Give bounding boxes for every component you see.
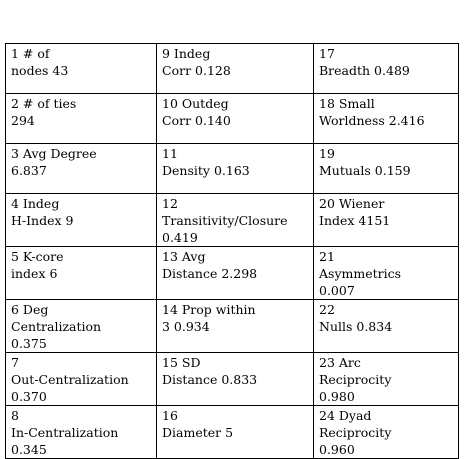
metric-cell-nulls	[314, 300, 459, 353]
table-row	[6, 353, 459, 406]
metric-text: 3 Avg Degree 6.837	[11, 146, 97, 178]
table-row	[6, 44, 459, 94]
metric-text: 2 # of ties 294	[11, 96, 77, 128]
metric-cell-transitivity	[157, 194, 314, 247]
metric-cell-mutuals	[314, 144, 459, 194]
table-row	[6, 300, 459, 353]
metric-cell-avg-distance	[157, 247, 314, 300]
metric-cell-arc-reciprocity	[314, 353, 459, 406]
metric-cell-indeg-h-index	[6, 194, 157, 247]
table-row	[6, 194, 459, 247]
metric-text: 4 Indeg H-Index 9	[11, 196, 74, 228]
metric-cell-breadth	[314, 44, 459, 94]
table-row	[6, 144, 459, 194]
metric-cell-wiener-index	[314, 194, 459, 247]
metric-cell-nodes	[6, 44, 157, 94]
metric-text: 15 SD Distance 0.833	[162, 355, 258, 387]
metric-cell-diameter	[157, 406, 314, 459]
metric-cell-dyad-reciprocity	[314, 406, 459, 459]
metric-cell-k-core	[6, 247, 157, 300]
metric-text: 24 Dyad Reciprocity 0.960	[319, 408, 392, 457]
metric-cell-avg-degree	[6, 144, 157, 194]
metric-text: 20 Wiener Index 4151	[319, 196, 391, 228]
metric-text: 11 Density 0.163	[162, 146, 250, 178]
metric-text: 12 Transitivity/Closure 0.419	[162, 196, 288, 245]
metric-cell-outdeg-corr	[157, 94, 314, 144]
table-row	[6, 94, 459, 144]
metric-text: 6 Deg Centralization 0.375	[11, 302, 102, 351]
metric-text: 18 Small Worldness 2.416	[319, 96, 425, 128]
metric-cell-ties	[6, 94, 157, 144]
metric-text: 22 Nulls 0.834	[319, 302, 393, 334]
metric-cell-deg-centralization	[6, 300, 157, 353]
metric-text: 17 Breadth 0.489	[319, 46, 410, 78]
metric-text: 1 # of nodes 43	[11, 46, 69, 78]
metric-text: 13 Avg Distance 2.298	[162, 249, 258, 281]
metric-cell-in-centralization	[6, 406, 157, 459]
metric-text: 7 Out-Centralization 0.370	[11, 355, 129, 404]
metric-text: 9 Indeg Corr 0.128	[162, 46, 231, 78]
metric-cell-indeg-corr	[157, 44, 314, 94]
metric-cell-small-worldness	[314, 94, 459, 144]
table-row	[6, 247, 459, 300]
metric-cell-out-centralization	[6, 353, 157, 406]
metric-cell-prop-within-3	[157, 300, 314, 353]
metric-text: 8 In-Centralization 0.345	[11, 408, 119, 457]
metric-cell-sd-distance	[157, 353, 314, 406]
metric-text: 16 Diameter 5	[162, 408, 234, 440]
metric-text: 19 Mutuals 0.159	[319, 146, 411, 178]
metric-text: 21 Asymmetrics 0.007	[319, 249, 402, 298]
metric-text: 23 Arc Reciprocity 0.980	[319, 355, 392, 404]
metric-text: 5 K-core index 6	[11, 249, 64, 281]
metric-text: 10 Outdeg Corr 0.140	[162, 96, 231, 128]
metric-text: 14 Prop within 3 0.934	[162, 302, 256, 334]
network-metrics-table	[5, 43, 459, 459]
metric-cell-density	[157, 144, 314, 194]
table-row	[6, 406, 459, 459]
metric-cell-asymmetrics	[314, 247, 459, 300]
